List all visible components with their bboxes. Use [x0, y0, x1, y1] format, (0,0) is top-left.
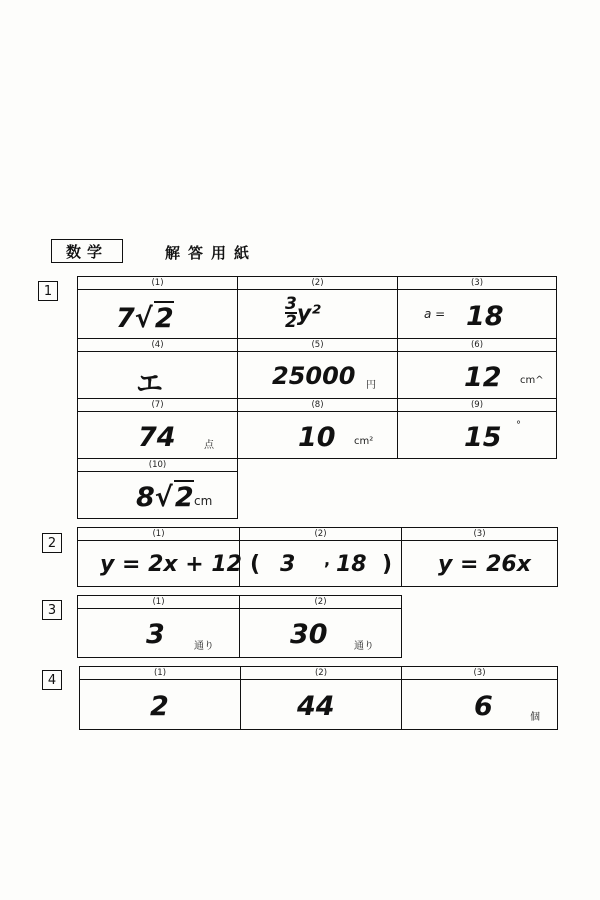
answer-cell-1-8	[237, 398, 398, 459]
variable-term: y²	[296, 301, 321, 327]
answer-1-7: 74	[138, 422, 176, 453]
answer-cell-4-3	[401, 666, 558, 730]
answer-cell-2-3	[401, 527, 558, 587]
answer-cell-1-10	[77, 458, 238, 519]
cell-label: (8)	[238, 399, 397, 412]
unit-yen: 円	[366, 380, 376, 391]
answer-4-2: 44	[297, 691, 335, 722]
cell-label: (3)	[402, 667, 557, 680]
answer-cell-1-6	[397, 338, 557, 399]
unit-count: 個	[530, 712, 540, 723]
cell-label: (3)	[402, 528, 557, 541]
answer-1-4: エ	[136, 369, 163, 400]
radicand: 2	[174, 482, 194, 513]
answer-1-10: 8√2	[136, 482, 194, 513]
question-number-4: 4	[42, 670, 62, 690]
cell-label: (4)	[78, 339, 237, 352]
cell-label: (1)	[78, 528, 239, 541]
question-number-1: 1	[38, 281, 58, 301]
cell-label: (9)	[398, 399, 556, 412]
answer-cell-1-4	[77, 338, 238, 399]
cell-label: (1)	[80, 667, 240, 680]
answer-cell-4-2	[240, 666, 402, 730]
unit-cm: cm	[194, 494, 213, 508]
answer-cell-4-1	[79, 666, 241, 730]
unit-ways: 通り	[194, 641, 214, 652]
answer-cell-1-5	[237, 338, 398, 399]
answer-cell-1-2	[237, 276, 398, 339]
cell-label: (7)	[78, 399, 237, 412]
unit-points: 点	[204, 440, 214, 451]
answer-1-5: 25000	[272, 362, 356, 390]
question-number-3: 3	[42, 600, 62, 620]
numerator: 3	[285, 294, 297, 314]
coefficient: 7	[116, 303, 135, 334]
cell-label: (1)	[78, 596, 239, 609]
answer-1-2	[285, 296, 321, 330]
radicand: 2	[154, 303, 174, 334]
cell-label: (3)	[398, 277, 556, 290]
answer-3-1: 3	[146, 619, 165, 650]
unit-cm2: cm²	[354, 436, 374, 447]
unit-ways: 通り	[354, 641, 374, 652]
unit-cm: cm^	[520, 375, 544, 386]
cell-label: (10)	[78, 459, 237, 472]
answer-cell-1-7	[77, 398, 238, 459]
paren-open: (	[250, 552, 261, 577]
unit-degree: °	[516, 420, 521, 431]
answer-1-6: 12	[464, 362, 502, 393]
answer-1-9: 15	[464, 422, 502, 453]
answer-1-3: 18	[466, 301, 504, 332]
answer-2-3: y = 26x	[438, 552, 531, 577]
fraction	[285, 296, 297, 330]
cell-label: (1)	[78, 277, 237, 290]
answer-cell-2-2	[239, 527, 402, 587]
cell-label: (2)	[240, 528, 401, 541]
cell-label: (5)	[238, 339, 397, 352]
answer-1-1: 7√2	[116, 303, 174, 334]
answer-cell-1-9	[397, 398, 557, 459]
answer-cell-1-1	[77, 276, 238, 339]
answer-2-2-b: 18	[336, 552, 367, 577]
cell-label: (2)	[241, 667, 401, 680]
cell-label: (6)	[398, 339, 556, 352]
sheet-title: 解答用紙	[165, 244, 258, 262]
paren-close: )	[382, 552, 393, 577]
answer-2-2-a: 3	[280, 552, 296, 577]
answer-cell-2-1	[77, 527, 240, 587]
answer-cell-3-2	[239, 595, 402, 658]
answer-2-1: y = 2x + 12	[100, 552, 242, 577]
answer-1-8: 10	[298, 422, 336, 453]
answer-4-1: 2	[150, 691, 169, 722]
question-number-2: 2	[42, 533, 62, 553]
coefficient: 8	[136, 482, 155, 513]
subject-box	[51, 239, 123, 263]
comma: ,	[324, 550, 331, 569]
answer-4-3: 6	[474, 691, 493, 722]
answer-prefix: a =	[424, 307, 446, 321]
answer-3-2: 30	[290, 619, 328, 650]
denominator: 2	[285, 312, 297, 332]
answer-cell-3-1	[77, 595, 240, 658]
subject-label: 数学	[65, 242, 108, 261]
cell-label: (2)	[238, 277, 397, 290]
cell-label: (2)	[240, 596, 401, 609]
answer-cell-1-3	[397, 276, 557, 339]
